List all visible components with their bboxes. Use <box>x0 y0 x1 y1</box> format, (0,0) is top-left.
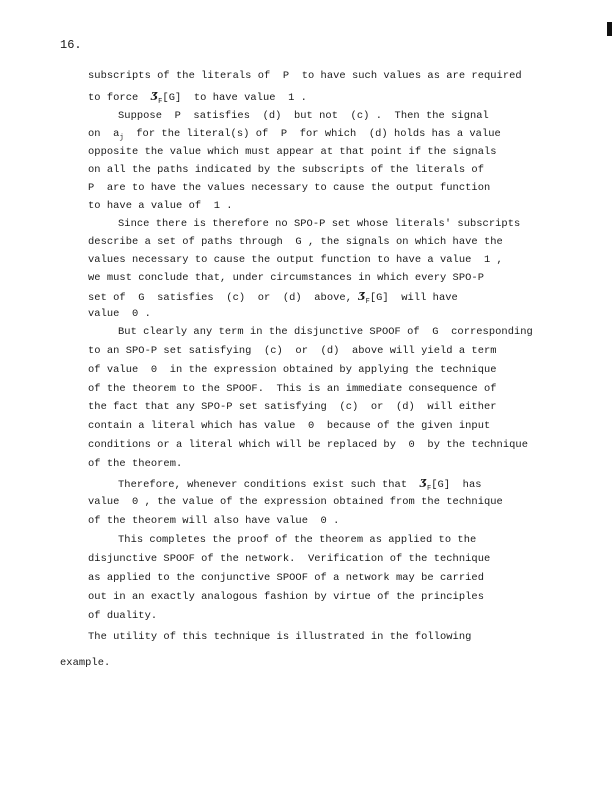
text-line: of the theorem will also have value 0 . <box>88 515 340 527</box>
page-number: 16. <box>60 38 82 52</box>
text-line: opposite the value which must appear at that point if the signals <box>88 146 497 158</box>
text-line: out in an exactly analogous fashion by virtue of the principles <box>88 591 484 603</box>
text-line: Since there is therefore no SPO-P set whose literals' subscripts <box>118 218 521 230</box>
text-line: on $a_j$ for the literal(s) of P for which (d) holds has a value <box>88 128 501 142</box>
text-line: of value 0 in the expression obtained by applying the technique <box>88 364 497 376</box>
text-line: But clearly any term in the disjunctive SPOOF of G corresponding <box>118 326 533 338</box>
text-line: contain a literal which has value 0 because of the given input <box>88 420 491 432</box>
script-f-symbol: Ʒ <box>150 90 159 103</box>
text-line: value 0 . <box>88 308 151 320</box>
text-line: to an SPO-P set satisfying (c) or (d) above will yield a term <box>88 345 497 357</box>
text-line: value 0 , the value of the expression obtained from the technique <box>88 496 503 508</box>
text-line: The utility of this technique is illustrated in the following <box>88 631 472 643</box>
text-line: the fact that any SPO-P set satisfying (c) or (d) will either <box>88 401 497 413</box>
text-line: of the theorem to the SPOOF. This is an immediate consequence of <box>88 383 497 395</box>
text-line: as applied to the conjunctive SPOOF of a network may be carried <box>88 572 484 584</box>
text-line: subscripts of the literals of P to have such values as are required <box>88 70 522 82</box>
script-f-symbol: Ʒ <box>358 290 366 303</box>
text-line: disjunctive SPOOF of the network. Verification of the technique <box>88 553 491 565</box>
text-line: conditions or a literal which will be replaced by 0 by the technique <box>88 439 528 451</box>
script-f-symbol: Ʒ <box>419 477 427 490</box>
text-line: Therefore, whenever conditions exist such that $Ʒ_F[G]$ has <box>118 477 482 493</box>
scan-edge-mark <box>607 22 612 36</box>
text-line: of the theorem. <box>88 458 183 470</box>
text-line: Suppose P satisfies (d) but not (c) . Then the signal <box>118 110 489 122</box>
text-line: to have a value of 1 . <box>88 200 233 212</box>
text-line: values necessary to cause the output function to have a value 1 , <box>88 254 503 266</box>
text-line: we must conclude that, under circumstances in which every SPO-P <box>88 272 484 284</box>
text-line: on all the paths indicated by the subscripts of the literals of <box>88 164 484 176</box>
text-line: to force $Ʒ_F[G]$ to have value 1 . <box>88 90 307 106</box>
text-line: example. <box>60 657 111 669</box>
text-line: set of G satisfies (c) or (d) above, $Ʒ_F[G]$ will have <box>88 290 458 306</box>
text-line: P are to have the values necessary to cause the output function <box>88 182 491 194</box>
text-line: of duality. <box>88 610 158 622</box>
text-line: describe a set of paths through G , the signals on which have the <box>88 236 503 248</box>
text-line: This completes the proof of the theorem as applied to the <box>118 534 477 546</box>
